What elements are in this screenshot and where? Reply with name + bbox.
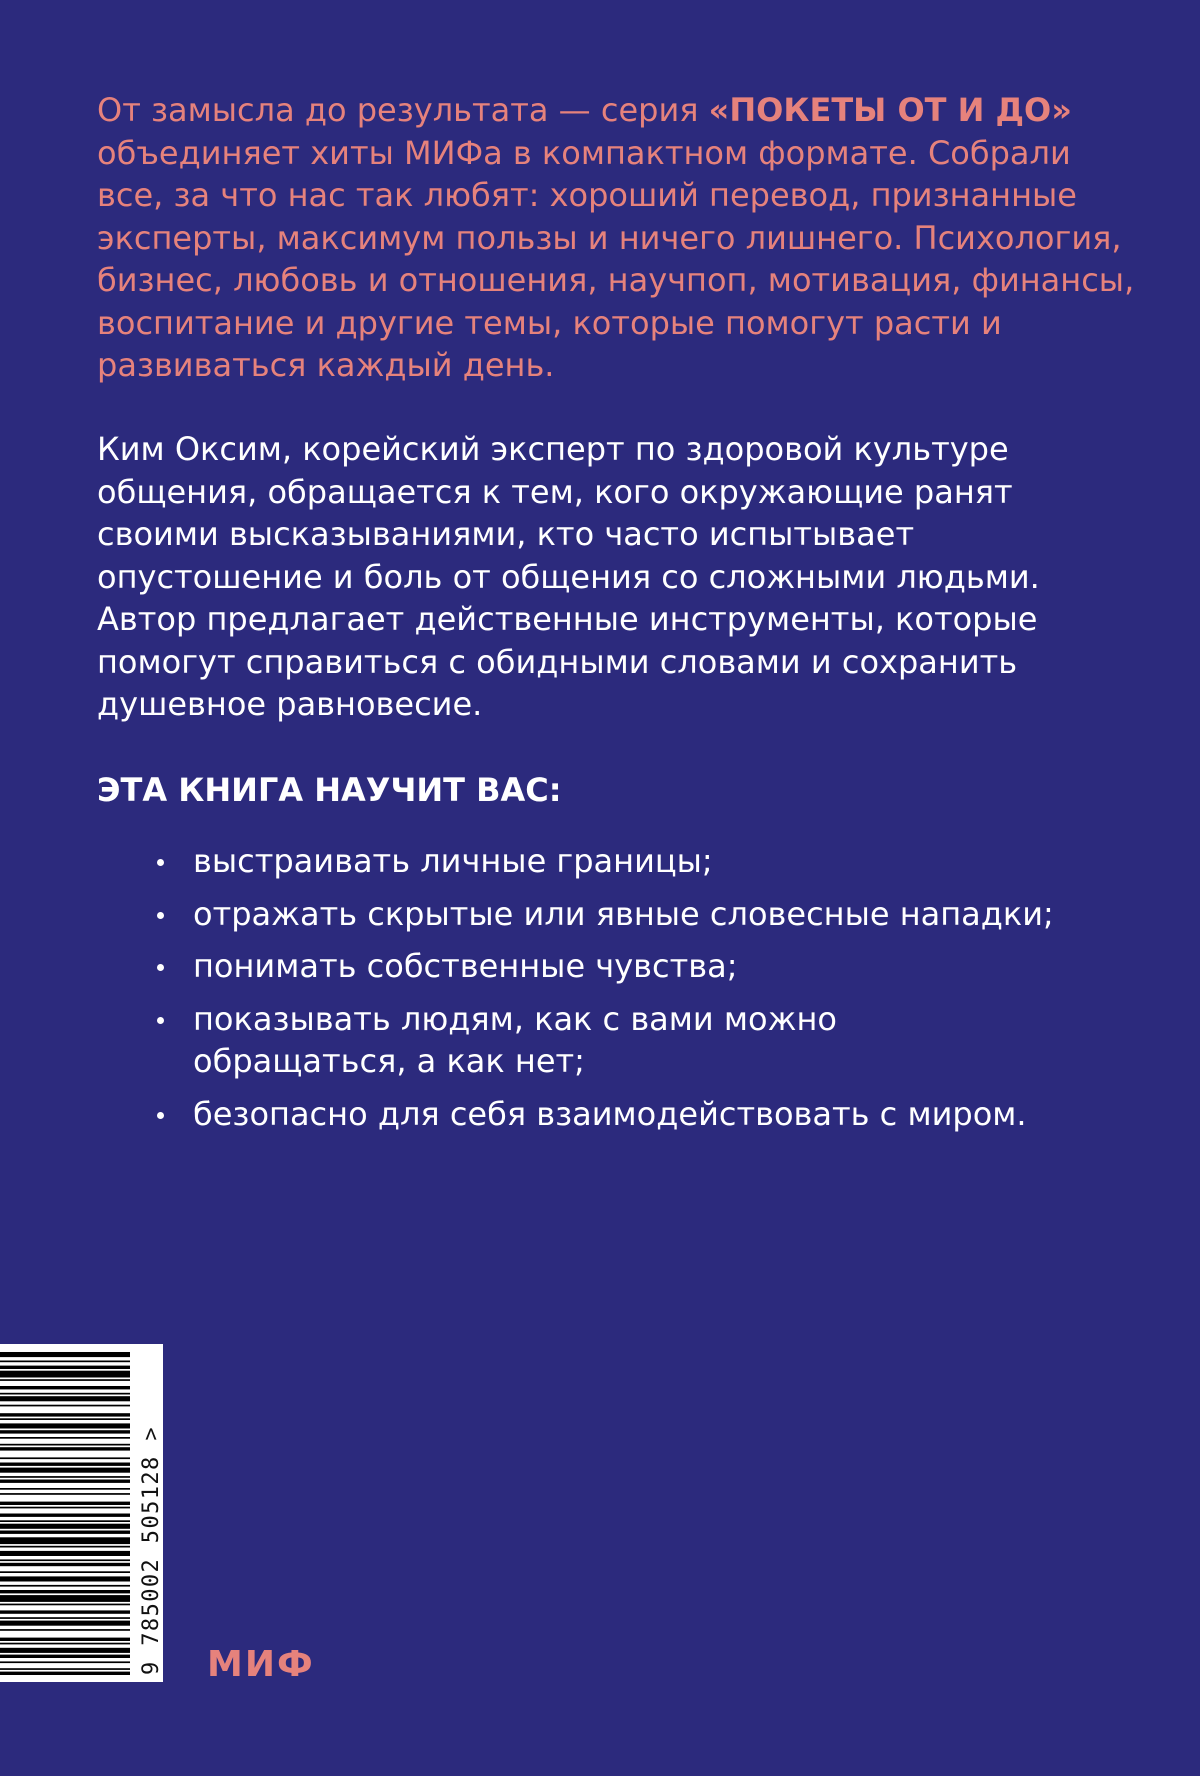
publisher-logo: МИФ <box>207 1644 315 1685</box>
barcode-bar <box>0 1507 130 1509</box>
barcode-bar <box>0 1386 130 1389</box>
barcode-bar <box>0 1493 130 1495</box>
learn-heading: ЭТА КНИГА НАУЧИТ ВАС: <box>97 771 562 809</box>
barcode-bar <box>0 1531 130 1534</box>
barcode-bar <box>0 1418 130 1420</box>
barcode-bar <box>0 1520 130 1522</box>
barcode-bar <box>0 1444 130 1446</box>
barcode-bar <box>0 1413 130 1416</box>
barcode-bar <box>0 1361 130 1363</box>
barcode-bar <box>0 1514 130 1517</box>
barcode-bar <box>0 1488 130 1490</box>
barcode-bar <box>0 1405 130 1407</box>
barcode-bar <box>0 1430 130 1433</box>
learn-list <box>0 840 1200 1145</box>
barcode-bar <box>0 1655 130 1658</box>
learn-item: отражать скрытые или явные словесные нападки; <box>0 893 1200 936</box>
barcode-bar <box>0 1648 130 1653</box>
learn-item: понимать собственные чувства; <box>0 945 1200 988</box>
series-name: «ПОКЕТЫ ОТ И ДО» <box>708 91 1072 129</box>
barcode-bar <box>0 1457 130 1459</box>
barcode-bar <box>0 1585 130 1587</box>
barcode-bar <box>0 1551 130 1556</box>
barcode-bar <box>0 1546 130 1548</box>
barcode-bar <box>0 1672 130 1675</box>
barcode-bar <box>0 1468 130 1473</box>
book-description: Ким Оксим, корейский эксперт по здоровой культуре общения, обращается к тем, кого окружающие ранят своими высказываниями, кто часто испытывает опустошение и боль от общения со сложными людьми. Автор предлагает действенные инструменты, которые помогут справиться с обидными словами и сохранить душевное равновесие. <box>97 430 1040 723</box>
barcode-bar <box>0 1379 130 1381</box>
barcode-bar <box>0 1629 130 1631</box>
barcode-bar <box>0 1595 130 1602</box>
learn-item: безопасно для себя взаимодействовать с миром. <box>0 1093 1200 1136</box>
barcode-bar <box>0 1423 130 1428</box>
barcode-bar <box>0 1610 130 1613</box>
barcode-bar <box>0 1393 130 1395</box>
barcode-bar <box>0 1638 130 1641</box>
barcode-bar <box>0 1476 130 1478</box>
barcode-bar <box>0 1447 130 1450</box>
barcode-bar <box>0 1563 130 1566</box>
barcode-bar <box>0 1463 130 1466</box>
barcode-bar <box>0 1480 130 1483</box>
intro-text-before: От замысла до результата — серия <box>97 91 709 129</box>
barcode-bar <box>0 1559 130 1561</box>
barcode-digits: 9 785002 505128 > <box>139 1426 164 1675</box>
learn-item: выстраивать личные границы; <box>0 840 1200 883</box>
barcode-bar <box>0 1524 130 1529</box>
barcode-bar <box>0 1437 130 1439</box>
barcode-bar <box>0 1621 130 1626</box>
barcode-bar <box>0 1661 130 1663</box>
barcode-bar <box>0 1396 130 1401</box>
barcode-bar <box>0 1371 130 1378</box>
barcode-bar <box>0 1643 130 1645</box>
learn-item: показывать людям, как с вами можно обращаться, а как нет; <box>0 998 873 1083</box>
intro-text-after: объединяет хиты МИФа в компактном формате. Собрали все, за что нас так любят: хороший перевод, признанные эксперты, максимум пользы и ничего лишнего. Психология, бизнес, любовь и отношения, научпоп, мотивация, финансы, воспитание и другие темы, которые помогут расти и развиваться каждый день. <box>97 133 1135 384</box>
barcode-bar <box>0 1604 130 1606</box>
barcode-bar <box>0 1571 130 1573</box>
barcode-bar <box>0 1668 130 1670</box>
barcode-bar <box>0 1352 130 1357</box>
barcode-bar <box>0 1537 130 1544</box>
barcode-bar <box>0 1502 130 1505</box>
barcode-bar <box>0 1366 130 1369</box>
barcode-bar <box>0 1576 130 1581</box>
series-intro <box>97 89 1137 387</box>
barcode-bar <box>0 1617 130 1619</box>
barcode-bar <box>0 1590 130 1593</box>
